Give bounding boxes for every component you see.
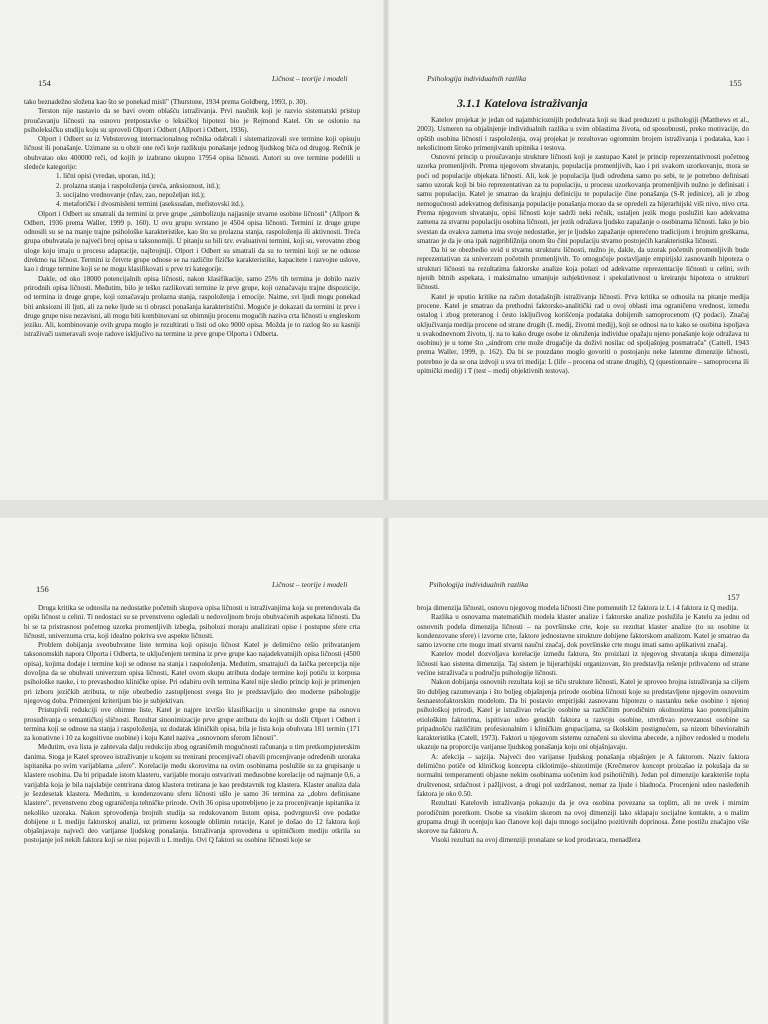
- paragraph: Katelov model dozvoljava korelacije između faktora, što proizlazi iz njegovog shvatanja skupa dimenzija ličnosti kao sistema dimenzija. Taj sistem je hijerarhijski organizovan, što predstavlja rešenje prihvaćeno od strane većine istraživača u području psihologije ličnosti.: [417, 650, 749, 678]
- page-body: [24, 72, 360, 340]
- list-item: 4. metaforički i dvosmisleni termini (aseksualan, mefistovski itd.).: [56, 200, 245, 209]
- running-head: Ličnost – teorije i modeli: [272, 74, 348, 83]
- paragraph: Terston nije nastavio da se bavi ovom oblašću istraživanja. Prvi naučnik koji je razvio sistematski pristup proučavanju ličnosti na osnovu pretpostavke o leksičkoj hipotezi bio je Rejmond Katel. On se oslonio na psiholeksičku studiju koju su sproveli Olport i Odbert (Allport i Odbert, 1936).: [24, 107, 360, 134]
- paragraph: Katelov projekat je jedan od najambicioznijih poduhvata koji su ikad preduzeti u psihologiji (Matthews et al., 2003). Usmeren na objašnjenje individualnih razlika u svim oblastima života, od sposobnosti, preko motivacije, do opštih osobina ličnosti i raspoloženja, ovaj projekat je rezultovao ogromnim brojem istraživanja i podataka, kao i nekolicinom široko primenjivanih upitnika i testova.: [417, 116, 749, 152]
- paragraph: Katel je uputio kritike na račun dotadašnjih istraživanja ličnosti. Prva kritika se odnosila na pitanje medija procene. Katel je smatrao da prethodni faktorsko-analitički rad u ovoj oblasti ima ograničenu vrednost, između ostalog i zbog preteranog i često isključivog korišćenja podataka dobijenih samoprocenom (Q podaci). Značaj uključivanja medija procene od strane drugih (L medij, životni medij), koji se odnosi na to kako se osobina ispoljava u svakodnevnom životu, tj. na to kako druge osobe iz okruženja individue opažaju njeno ponašanje koje odražava tu osobinu) je u tome što „sindrom crte može drugačije da doživi nosilac od spoljašnjeg posmatrača" (Cattell, 1943 prema Waller, 1999, p. 162). Da bi se pouzdano moglo govoriti o postojanju neke latentne dimenzije ličnosti, potrebno je da se ona izdvoji u sva tri medija: L (life – procena od strane drugih), Q (questionnaire – samoprocena ili upitnički medij) i T (test – medij objektivnih testova).: [417, 292, 749, 376]
- section-heading: 3.1.1 Katelova istraživanja: [457, 96, 588, 110]
- paragraph: tako beznadežno složena kao što se ponekad misli" (Thurstone, 1934 prema Goldberg, 1993, p. 30).: [24, 98, 308, 106]
- category-list: [24, 172, 360, 209]
- list-item: 3. socijalno vrednovanje (rđav, zao, nepoželjan itd.);: [56, 190, 205, 199]
- running-head: Psihologija individualnih razlika: [427, 74, 527, 83]
- paragraph: Olport i Odbert su iz Vebsterovog internacionalnog rečnika odabrali i sistematizovali sve termine koji opisuju ličnost ili ponašanje. Uzimane su u obzir one reči koje razlikuju ponašanje jednog ljudskog bića od drugog. Rečnik je obuhvatao oko 400000 reči, od kojih je izabrano ukupno 17954 opisa ličnosti. Autori su ove termine podelili u sledeće kategorije:: [24, 135, 360, 172]
- page-body: [417, 578, 749, 846]
- page-155: [389, 0, 768, 500]
- paragraph: Olport i Odbert su smatrali da termini iz prve grupe „simbolizuju najjasnije stvarne osobine ličnosti" (Allport & Odbert, 1936 prema Waller, 1999 p. 160). U ovu grupu svrstano je 4504 opisa ličnosti. Termini iz druge grupe odnosili su se na manje trajne psihološke karakteristike, kao što su prolazna stanja, raspoloženja ili aktivnosti. Treća grupa obuhvatala je najveći broj opisa u taksonomiji. U pitanju su bili tzv. evaluativni termini, koji su, verovatno zbog uloge koju imaju u procesu adaptacije, najbrojniji. Olport i Odbert su smatrali da su to termini koji se ne odnose direktno na ličnost. Termini iz četvrte grupe odnose se na različite fizičke karakteristike, kapacitete i razvojne uslove, kao i druge termine koji se ne mogu klasifikovati u prve tri kategorije.: [24, 209, 360, 274]
- page-156: [0, 518, 383, 1024]
- body-text: [417, 116, 749, 376]
- list-item: 2. prolazna stanja i raspoloženja (sreća, anksioznost, itd.);: [56, 181, 221, 190]
- paragraph: broja dimenzija ličnosti, osnovu njegovog modela ličnosti čine pomenutih 12 faktora iz L i 4 faktora iz Q medija.: [417, 604, 739, 612]
- body-text: [24, 604, 360, 846]
- paragraph: Problem dobijanja sveobuhvatne liste termina koji opisuju ličnost Katel je delimično rešio prihvatanjem taksonomskih napora Olporta i Odberta, te uključenjem termina iz prve grupe kao najadekvatnijih opisa ličnosti (4500 opisa), kojima dodaje i termine koji se odnose na stanja i raspoloženja. Međutim, smatrajući da laička percepcija nije dovoljna da se obuhvati univerzum opisa ličnosti, Katel ovom skupu atributa dodaje termine koji potiču iz korpusa psihološke nauke, i to prevashodno kliničke opise. Pri odabiru ovih termina Katel nije sledio princip koji je primenjen pri izboru jezičkih atributa, te nije obezbedio zastupljenost svega što je predstavljalo deo moderne psihologije njegovog doba. Primenjeni kriterijum bio je subjektivan.: [24, 641, 360, 705]
- paragraph: Rezultati Katelovih istraživanja pokazuju da je ova osobina povezana sa toplim, ali ne uvek i mirnim porodičnim poretkom. Osobe sa visokim skorom na ovoj dimenziji lako sklapaju socijalne kontakte, a u malim grupama drugi ih ocenjuju kao članove koji daju mnogo socijalno pozitivnih doprinosa. Žene postižu značajno više skorove na faktoru A.: [417, 799, 749, 836]
- spread-separator: [0, 500, 768, 518]
- page-number: 157: [727, 592, 740, 602]
- paragraph: Nakon dobijanja osnovnih rezultata koji se tiču strukture ličnosti, Katel je sproveo brojna istraživanja sa ciljem što dubljeg razumevanja i što boljeg objašnjenja prirode osobina ličnosti koje su predstavljene njegovim osnovnim šesnaestofaktorskim modelom. Da bi postavio empirijski zasnovanu hipotezu o nastanku neke osobine i njenoj psihološkoj prirodi, Katel je istraživao relacije osobine sa različitim porodičnim okolnostima kao potencijalnim etiološkim faktorima, ispitivao udeo genskih faktora u razvoju osobine, utvrđivao povezanost osobine sa pripadnošću različitim profesionalnim i kliničkim grupacijama, sa školskim postignućem, sa nizom bihevioralnih karakteristika (Catell, 1973). Faktori u njegovom sistemu označeni su slovima abecede, a njihov redosled u modelu ukazuje na proporciju varijanse ljudskog ponašanja koju oni objašnjavaju.: [417, 678, 749, 752]
- paragraph: Dakle, od oko 18000 potencijalnih opisa ličnosti, nakon klasifikacije, samo 25% tih termina je dobilo naziv prirodnih opisa ličnosti. Međutim, bilo je teško razlikovati termine iz prve grupe, koji označavaju trajne dispozicije, od termina iz druge grupe, koji označavaju prolazna stanja, raspoloženja i emocije. Naime, svi ljudi mogu ponekad biti anksiozni ili ljuti, ali za neke ljude su ti obrasci ponašanja karakteristični. Moguće je dokazati da termini iz prve i druge grupe nisu nezavisni, ali mogu biti kombinovani uz obimniju procenu mogućih naziva crta ličnosti u engleskom jeziku. Ali, kombinovanje ovih grupa moglo je rezultirati u listi od oko 9000 opisa. Možda je to razlog što su kasniji istraživači usmeravali svoje radove isključivo na termine iz prve grupe Olporta i Odberta.: [24, 274, 360, 339]
- body-text: [417, 604, 749, 846]
- bottom-page-spread: [0, 518, 768, 1024]
- paragraph: A: afekcija – sajzija. Najveći deo varijanse ljudskog ponašanja objašnjen je A faktorom. Naziv faktora delimično potiče od kliničkog koncepta ciklotimije–shizotimije (Krečmerov koncept proizašao iz pokušaja da se normalni temperamenti objasne nekim osobinama uočenim kod psihotičnih). Jedan pol dimenzije karakteriše topla društvenost, srdačnost i pažljivost, a drugi pol uzdržanost, nemar za ljude i hladnoća. Procenjeni udeo nasleđenih faktora je oko 0.50.: [417, 752, 749, 798]
- paragraph: Druga kritika se odnosila na nedostatke početnih skupova opisa ličnosti u istraživanjima koja su pretendovala da opišu ličnost u celini. Ti nedostaci su se prvenstveno ogledali u nedovoljnom broju obuhvaćenih aspekata ličnosti. Da bi se ta pristrasnost početnog uzorka promenljivih izbegla, psiholozi moraju analizirati opise i postupne sfere crta ličnosti, univerzuma crta, koji idealno pokriva sve aspekte ličnosti.: [24, 604, 360, 640]
- page-body: [24, 578, 360, 846]
- paragraph: Međutim, ova lista je zahtevala dalju redukciju zbog ograničenih mogućnosti računanja u tim pretkompjuterskim danima. Stoga je Katel sproveo istraživanje u kojem su trenirani procenjivači obavili procenjivanje određenih uzoraka ispitanika po svim varijablama „sfere". Korelacije među skorovima na ovim osobinama poslužile su za grupisanje u klastere osobina. Da bi pripadale istom klasteru, varijable moraju ostvarivati međusobne korelacije od najmanje 0,6, a varijabla koja je bila najslabije centrirana datog klastera tretirana je kao predstavnik tog klastera. Klaster analiza dala je šezdesetak klastera. Međutim, u kondenzovanu sferu ličnosti ušlo je samo 36 termina za „dobro definisane klastere", prvenstveno zbog ograničenja tehničke prirode. Ovih 36 opisa upotrebljeno je za procenjivanje ispitanika iz nekoliko uzoraka. Nakon sprovođenja brojnih studija sa redukovanom listom opisa, podvrgnuvši ove podatke dobijene u L mediju faktorskoj analizi, uz primenu kosougle oblimin rotacije, Katel je došao do 12 faktora koji objašnjavaju najveći deo varijanse ljudskog ponašanja. Istraživanja sprovedena u upitničkom mediju otkrila su postojanje još nekih faktora koji se nisu pojavili u L mediju. Ovi Q faktori su osobine ličnosti koje se: [24, 743, 360, 845]
- paragraph: Da bi se obezbedio uvid u stvarnu strukturu ličnosti, nužno je, dakle, da uzorak početnih promenljivih bude reprezentativan za univerzum početnih promenljivih. To omogućuje postavljanje empirijski zasnovanih hipoteza o strukturi ličnosti na rezultatima faktorske analize koja polazi od adekvatne reprezentacije ličnosti u celini, svih njenih bitnih aspekata, i maksimalno umanjuje subjektivnost i spekulativnost u kreiranju hipoteza o strukturi ličnosti.: [417, 246, 749, 292]
- page-body: [417, 72, 749, 376]
- running-head: Ličnost – teorije i modeli: [272, 580, 348, 589]
- body-text: [24, 98, 360, 340]
- paragraph: Razlika u osnovama matematičkih modela klaster analize i faktorske analize poslužila je Katelu za jednu od osnovnih podela dimenzija ličnosti – na površinske crte, koje su rezultat klaster analize (to su osobine iz kondenzovane sfere) i izvorne crte, faktore jednostavne strukture dobijene faktorskom analizom. Katel je smatrao da samo izvorne crte mogu imati stvarni naučni značaj, dok površinske crte mogu imati samo aplikativni značaj.: [417, 613, 749, 650]
- page-number: 156: [36, 584, 49, 594]
- running-head: Psihologija individualnih razlika: [429, 580, 529, 589]
- paragraph: Osnovni princip u proučavanju strukture ličnosti koji je zastupao Katel je princip reprezentativnosti početnog uzorka promenljivih. Prema njegovom shvatanju, populacija promenljivih, kao i pri svakom uzorkovanju, mora se poći od populacije objekata ličnosti. Ali, kok je populacija ljudi određena samo po sebi, te je potrebno definisati samo uzorak koji bi bio reprezentativan za tu populaciju, u procesu uzorkovanja promenljivih nužno je definisati i samu populaciju. Katel je smatrao da krajnju definiciju te populacije čine ponašanja (S-R jedinice), ali je zbog nemogućnosti adekvatnog definisanja populacije ponašanja morao da se opredeli za hijerarhijski viši nivo, nivo crta. Prema njegovom shvatanju, opisi ličnosti koje sadrži neki rečnik, ustaljen jezik mogu poslužiti kao adekvatna zamena za stvarnu populaciju osobina ličnosti, jer jezik odražava ljudsko zapažanje o osobinama ličnosti. Iako je bio svestan da ovakva zamena ima svoje nedostatke, jer je ljudsko zapažanje opterećeno tradicijom i brojnim greškama, smatrao je da je ona ipak najpribližnija onom što čini populaciju stvarno postojećih karakteristika ličnosti.: [417, 153, 749, 245]
- paragraph: Pristupivši redukciji ove ohimne liste, Katel je najpre izvršio klasifikaciju u sinonimske grupe na osnovu prosuđivanja o semantičkoj sličnosti. Rezultat sinonimizacije prve grupe atributa do kojih su došli Olport i Odbert i termina koji se odnose na stanja i raspoloženja, uz dodatak kliničkih opisa, bila je lista koja obuhvata 181 termin (171 za konativne i 10 za kognitivne osobine) i koju Katel naziva „osnovnom sferom ličnosti".: [24, 706, 360, 743]
- top-page-spread: [0, 0, 768, 500]
- page-154: [0, 0, 383, 500]
- page-number: 155: [729, 78, 742, 88]
- page-157: [389, 518, 768, 1024]
- paragraph: Visoki rezultati na ovoj dimenziji pronalaze se kod prodavaca, menadžera: [431, 836, 641, 845]
- page-number: 154: [38, 78, 51, 88]
- list-item: 1. lični opisi (vredan, uporan, itd.);: [56, 172, 156, 181]
